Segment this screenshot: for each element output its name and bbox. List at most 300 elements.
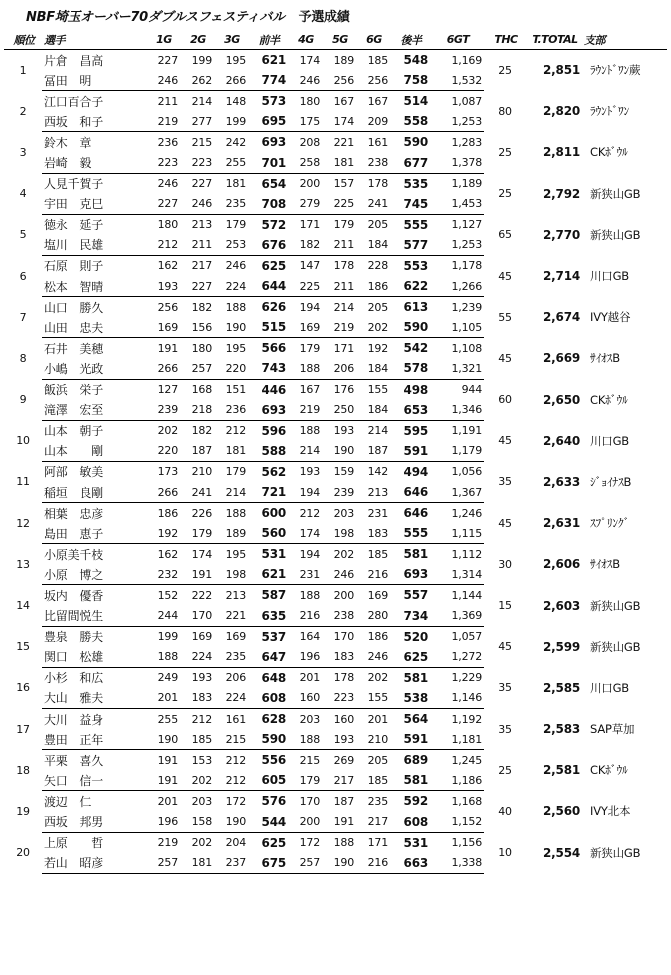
- second-half-total: 581: [390, 770, 430, 791]
- game-score-g5: 183: [322, 647, 356, 668]
- game-score-g5: 214: [333, 300, 354, 314]
- game-score-g4: 257: [288, 853, 322, 874]
- team-club: SAP草加: [590, 722, 635, 737]
- game-score-g1: 162: [157, 259, 178, 273]
- player-row: [4, 255, 667, 276]
- team-club: ｽﾌﾟﾘﾝｸﾞ: [590, 516, 630, 531]
- game-score-g1: 201: [146, 688, 180, 709]
- game-score-g1: 227: [146, 194, 180, 215]
- game-score-g4: 200: [299, 177, 320, 191]
- six-game-total: 1,152: [430, 811, 484, 832]
- game-score-g5: 159: [333, 465, 354, 479]
- team-total: 2,770: [543, 227, 580, 242]
- team-group: [4, 91, 667, 132]
- game-score-g4: 164: [299, 630, 320, 644]
- game-score-g4: 174: [299, 53, 320, 67]
- game-score-g6: 216: [356, 853, 390, 874]
- game-score-g4: 160: [288, 688, 322, 709]
- player-row: [4, 544, 667, 565]
- team-rank: 1: [19, 63, 27, 77]
- game-score-g3: 224: [214, 276, 248, 297]
- six-game-total: 1,112: [451, 547, 482, 561]
- first-half-total: 628: [261, 712, 286, 727]
- second-half-total: 734: [390, 606, 430, 627]
- game-score-g1: 127: [157, 383, 178, 397]
- game-score-g1: 246: [157, 177, 178, 191]
- first-half-total: 544: [248, 811, 288, 832]
- game-score-g4: 188: [299, 588, 320, 602]
- game-score-g1: 257: [146, 853, 180, 874]
- six-game-total: 1,239: [451, 300, 482, 314]
- first-half-total: 572: [261, 217, 286, 232]
- game-score-g5: 250: [322, 400, 356, 421]
- game-score-g3: 195: [225, 547, 246, 561]
- second-half-total: 578: [390, 358, 430, 379]
- game-score-g3: 179: [225, 218, 246, 232]
- six-game-total: 1,144: [451, 588, 482, 602]
- team-total: 2,820: [543, 104, 580, 119]
- first-half-total: 701: [248, 152, 288, 173]
- team-group: [4, 544, 667, 585]
- second-half-total: 581: [403, 547, 428, 562]
- second-half-total: 592: [403, 794, 428, 809]
- game-score-g2: 213: [191, 218, 212, 232]
- team-group: [4, 503, 667, 544]
- game-score-g5: 239: [322, 482, 356, 503]
- header-t-total: T.TOTAL: [526, 30, 582, 50]
- first-half-total: 708: [248, 194, 288, 215]
- six-game-total: 1,146: [430, 688, 484, 709]
- game-score-g5: 203: [333, 506, 354, 520]
- game-score-g1: 152: [157, 588, 178, 602]
- game-score-g1: 219: [157, 836, 178, 850]
- game-score-g2: 168: [191, 383, 212, 397]
- second-half-total: 693: [390, 564, 430, 585]
- six-game-total: 1,189: [451, 177, 482, 191]
- first-half-total: 635: [248, 606, 288, 627]
- first-half-total: 600: [261, 506, 286, 521]
- second-half-total: 745: [390, 194, 430, 215]
- game-score-g6: 142: [367, 465, 388, 479]
- six-game-total: 1,378: [430, 152, 484, 173]
- player-name: 小嶋 光政: [42, 358, 146, 379]
- player-name: 石原 則子: [44, 259, 104, 274]
- second-half-total: 548: [403, 53, 428, 68]
- second-half-total: 577: [390, 235, 430, 256]
- team-handicap: 15: [498, 599, 512, 613]
- game-score-g4: 258: [288, 152, 322, 173]
- player-name: 滝澤 宏至: [42, 400, 146, 421]
- player-name: 岩崎 毅: [42, 152, 146, 173]
- game-score-g5: 160: [333, 712, 354, 726]
- six-game-total: 1,245: [451, 753, 482, 767]
- game-score-g5: 170: [333, 630, 354, 644]
- game-score-g5: 206: [322, 358, 356, 379]
- player-name: 山本 朝子: [44, 424, 104, 439]
- game-score-g1: 212: [146, 235, 180, 256]
- game-score-g4: 215: [299, 753, 320, 767]
- team-rank: 10: [16, 434, 30, 448]
- first-half-total: 566: [261, 341, 286, 356]
- game-score-g4: 175: [288, 111, 322, 132]
- team-handicap: 35: [498, 722, 512, 736]
- game-score-g5: 190: [322, 853, 356, 874]
- game-score-g4: 231: [288, 564, 322, 585]
- game-score-g4: 188: [288, 358, 322, 379]
- game-score-g4: 203: [299, 712, 320, 726]
- team-group: [4, 832, 667, 873]
- first-half-total: 743: [248, 358, 288, 379]
- game-score-g3: 181: [225, 177, 246, 191]
- player-row: [4, 585, 667, 606]
- game-score-g6: 161: [367, 135, 388, 149]
- player-name: 人見千賀子: [44, 177, 104, 192]
- game-score-g5: 238: [322, 606, 356, 627]
- game-score-g5: 211: [322, 235, 356, 256]
- game-score-g5: 181: [322, 152, 356, 173]
- team-handicap: 25: [498, 187, 512, 201]
- game-score-g1: 211: [157, 94, 178, 108]
- game-score-g6: 241: [356, 194, 390, 215]
- team-handicap: 55: [498, 310, 512, 324]
- second-half-total: 590: [390, 317, 430, 338]
- game-score-g2: 226: [191, 506, 212, 520]
- header-player: 選手: [42, 30, 146, 50]
- game-score-g4: 208: [299, 135, 320, 149]
- team-handicap: 45: [498, 516, 512, 530]
- game-score-g6: 192: [367, 341, 388, 355]
- game-score-g6: 205: [367, 218, 388, 232]
- game-score-g5: 202: [333, 547, 354, 561]
- game-score-g1: 191: [146, 770, 180, 791]
- game-score-g4: 170: [299, 794, 320, 808]
- team-club: 新狭山GB: [590, 598, 641, 613]
- game-score-g2: 156: [180, 317, 214, 338]
- header-g2: 2G: [180, 30, 214, 50]
- first-half-total: 695: [248, 111, 288, 132]
- game-score-g1: 186: [157, 506, 178, 520]
- game-score-g6: 184: [356, 235, 390, 256]
- six-game-total: 1,181: [430, 729, 484, 750]
- game-score-g1: 227: [157, 53, 178, 67]
- six-game-total: 1,178: [451, 259, 482, 273]
- player-name: 塩川 民雄: [42, 235, 146, 256]
- team-club: 新狭山GB: [590, 845, 641, 860]
- game-score-g6: 183: [356, 523, 390, 544]
- game-score-g4: 172: [299, 836, 320, 850]
- second-half-total: 608: [390, 811, 430, 832]
- game-score-g6: 186: [367, 630, 388, 644]
- game-score-g6: 205: [367, 300, 388, 314]
- team-rank: 5: [19, 228, 27, 242]
- player-row: [4, 626, 667, 647]
- team-group: [4, 750, 667, 791]
- first-half-total: 774: [248, 70, 288, 91]
- game-score-g2: 199: [191, 53, 212, 67]
- game-score-g2: 182: [191, 300, 212, 314]
- header-g6: 6G: [356, 30, 390, 50]
- player-name: 渡辺 仁: [44, 794, 92, 809]
- header-row: [4, 30, 667, 50]
- first-half-total: 675: [248, 853, 288, 874]
- game-score-g4: 147: [299, 259, 320, 273]
- team-handicap: 25: [498, 763, 512, 777]
- team-total: 2,606: [543, 557, 580, 572]
- team-total: 2,650: [543, 392, 580, 407]
- game-score-g2: 182: [191, 424, 212, 438]
- page-title: [26, 6, 349, 25]
- first-half-total: 608: [248, 688, 288, 709]
- second-half-total: 531: [403, 835, 428, 850]
- team-group: [4, 173, 667, 214]
- first-half-total: 654: [261, 176, 286, 191]
- game-score-g5: 246: [322, 564, 356, 585]
- game-score-g1: 180: [157, 218, 178, 232]
- player-row: [4, 503, 667, 524]
- team-rank: 7: [19, 310, 27, 324]
- game-score-g1: 190: [146, 729, 180, 750]
- game-score-g6: 217: [356, 811, 390, 832]
- second-half-total: 535: [403, 176, 428, 191]
- game-score-g4: 194: [299, 300, 320, 314]
- team-total: 2,633: [543, 474, 580, 489]
- game-score-g4: 171: [299, 218, 320, 232]
- game-score-g1: 202: [157, 424, 178, 438]
- team-club: ﾗｳﾝﾄﾞﾜﾝ蕨: [590, 63, 641, 78]
- team-handicap: 35: [498, 681, 512, 695]
- player-name: 江口百合子: [44, 94, 104, 109]
- game-score-g6: 209: [356, 111, 390, 132]
- game-score-g6: 155: [367, 383, 388, 397]
- first-half-total: 537: [261, 629, 286, 644]
- game-score-g3: 181: [214, 441, 248, 462]
- team-club: ｼﾞｮｲﾅｽB: [590, 474, 632, 489]
- first-half-total: 605: [248, 770, 288, 791]
- game-score-g2: 227: [180, 276, 214, 297]
- player-name: 大山 雅夫: [42, 688, 146, 709]
- title-sub: 予選成績: [298, 10, 350, 25]
- game-score-g6: 169: [367, 588, 388, 602]
- game-score-g6: 213: [356, 482, 390, 503]
- game-score-g6: 171: [367, 836, 388, 850]
- player-name: 大川 益身: [44, 712, 104, 727]
- game-score-g3: 190: [214, 811, 248, 832]
- second-half-total: 613: [403, 300, 428, 315]
- game-score-g4: 169: [288, 317, 322, 338]
- game-score-g2: 217: [191, 259, 212, 273]
- team-group: [4, 338, 667, 379]
- player-name: 比留間悦生: [42, 606, 146, 627]
- team-handicap: 35: [498, 475, 512, 489]
- team-club: CKﾎﾞｳﾙ: [590, 763, 628, 778]
- game-score-g1: 246: [146, 70, 180, 91]
- team-group: [4, 626, 667, 667]
- results-table: [4, 30, 667, 874]
- team-rank: 8: [19, 351, 27, 365]
- game-score-g5: 198: [322, 523, 356, 544]
- game-score-g2: 277: [180, 111, 214, 132]
- six-game-total: 1,253: [430, 111, 484, 132]
- game-score-g3: 199: [214, 111, 248, 132]
- second-half-total: 498: [403, 382, 428, 397]
- game-score-g5: 256: [322, 70, 356, 91]
- game-score-g5: 179: [333, 218, 354, 232]
- player-name: 山本 剛: [42, 441, 146, 462]
- game-score-g3: 161: [225, 712, 246, 726]
- game-score-g6: 185: [356, 770, 390, 791]
- game-score-g6: 185: [367, 547, 388, 561]
- game-score-g5: 225: [322, 194, 356, 215]
- first-half-total: 590: [248, 729, 288, 750]
- second-half-total: 558: [390, 111, 430, 132]
- game-score-g2: 170: [180, 606, 214, 627]
- team-total: 2,640: [543, 433, 580, 448]
- game-score-g2: 202: [180, 770, 214, 791]
- game-score-g2: 183: [180, 688, 214, 709]
- game-score-g4: 212: [299, 506, 320, 520]
- team-total: 2,603: [543, 598, 580, 613]
- header-club: 支部: [582, 30, 667, 50]
- team-total: 2,714: [543, 269, 580, 284]
- game-score-g6: 178: [367, 177, 388, 191]
- six-game-total: 1,272: [430, 647, 484, 668]
- game-score-g6: 202: [367, 671, 388, 685]
- six-game-total: 1,115: [430, 523, 484, 544]
- game-score-g6: 184: [356, 400, 390, 421]
- game-score-g5: 269: [333, 753, 354, 767]
- game-score-g4: 167: [299, 383, 320, 397]
- game-score-g4: 225: [288, 276, 322, 297]
- game-score-g2: 185: [180, 729, 214, 750]
- team-handicap: 25: [498, 63, 512, 77]
- six-game-total: 1,186: [430, 770, 484, 791]
- first-half-total: 625: [261, 258, 286, 273]
- game-score-g4: 188: [299, 424, 320, 438]
- game-score-g6: 216: [356, 564, 390, 585]
- game-score-g6: 228: [367, 259, 388, 273]
- game-score-g4: 188: [288, 729, 322, 750]
- game-score-g6: 202: [356, 317, 390, 338]
- player-row: [4, 667, 667, 688]
- game-score-g2: 158: [180, 811, 214, 832]
- header-g1: 1G: [146, 30, 180, 50]
- game-score-g3: 198: [214, 564, 248, 585]
- game-score-g1: 219: [146, 111, 180, 132]
- game-score-g6: 205: [367, 753, 388, 767]
- game-score-g3: 188: [225, 506, 246, 520]
- six-game-total: 1,253: [430, 235, 484, 256]
- player-name: 稲垣 良剛: [42, 482, 146, 503]
- game-score-g4: 200: [288, 811, 322, 832]
- game-score-g5: 178: [333, 259, 354, 273]
- second-half-total: 646: [390, 482, 430, 503]
- game-score-g5: 178: [333, 671, 354, 685]
- first-half-total: 621: [261, 53, 286, 68]
- game-score-g2: 211: [180, 235, 214, 256]
- game-score-g3: 235: [214, 194, 248, 215]
- game-score-g6: 235: [367, 794, 388, 808]
- second-half-total: 758: [390, 70, 430, 91]
- team-total: 2,560: [543, 804, 580, 819]
- game-score-g3: 266: [214, 70, 248, 91]
- player-row: [4, 297, 667, 318]
- team-handicap: 45: [498, 351, 512, 365]
- six-game-total: 1,367: [430, 482, 484, 503]
- second-half-total: 591: [390, 441, 430, 462]
- six-game-total: 944: [461, 383, 482, 397]
- player-name: 石井 美穂: [44, 341, 104, 356]
- team-handicap: 10: [498, 846, 512, 860]
- game-score-g6: 214: [367, 424, 388, 438]
- game-score-g3: 206: [225, 671, 246, 685]
- first-half-total: 587: [261, 588, 286, 603]
- team-rank: 15: [16, 640, 30, 654]
- game-score-g3: 255: [214, 152, 248, 173]
- second-half-total: 494: [403, 464, 428, 479]
- first-half-total: 446: [261, 382, 286, 397]
- team-total: 2,554: [543, 845, 580, 860]
- game-score-g3: 224: [214, 688, 248, 709]
- player-row: [4, 461, 667, 482]
- header-thc: THC: [484, 30, 526, 50]
- game-score-g2: 224: [180, 647, 214, 668]
- six-game-total: 1,283: [451, 135, 482, 149]
- player-name: 上原 哲: [44, 836, 104, 851]
- game-score-g1: 266: [146, 482, 180, 503]
- player-row: [4, 832, 667, 853]
- game-score-g5: 171: [333, 341, 354, 355]
- first-half-total: 625: [261, 835, 286, 850]
- game-score-g1: 220: [146, 441, 180, 462]
- game-score-g4: 179: [288, 770, 322, 791]
- game-score-g2: 174: [191, 547, 212, 561]
- team-group: [4, 379, 667, 420]
- second-half-total: 514: [403, 94, 428, 109]
- game-score-g6: 155: [356, 688, 390, 709]
- player-name: 関口 松雄: [42, 647, 146, 668]
- game-score-g3: 212: [214, 770, 248, 791]
- game-score-g3: 212: [225, 424, 246, 438]
- game-score-g5: 211: [322, 276, 356, 297]
- six-game-total: 1,087: [451, 94, 482, 108]
- header-g4: 4G: [288, 30, 322, 50]
- team-handicap: 65: [498, 228, 512, 242]
- second-half-total: 590: [403, 135, 428, 150]
- game-score-g3: 169: [225, 630, 246, 644]
- second-half-total: 553: [403, 258, 428, 273]
- second-half-total: 520: [403, 629, 428, 644]
- game-score-g2: 187: [180, 441, 214, 462]
- team-handicap: 40: [498, 804, 512, 818]
- team-rank: 9: [19, 393, 27, 407]
- game-score-g6: 238: [356, 152, 390, 173]
- game-score-g1: 223: [146, 152, 180, 173]
- team-rank: 17: [16, 722, 30, 736]
- player-name: 豊泉 勝夫: [44, 630, 104, 645]
- header-g5: 5G: [322, 30, 356, 50]
- game-score-g5: 190: [322, 441, 356, 462]
- game-score-g5: 189: [333, 53, 354, 67]
- game-score-g2: 191: [180, 564, 214, 585]
- team-rank: 3: [19, 145, 27, 159]
- game-score-g3: 213: [225, 588, 246, 602]
- player-name: 小杉 和広: [44, 671, 104, 686]
- header-second-half: 後半: [390, 30, 430, 50]
- game-score-g1: 196: [146, 811, 180, 832]
- six-game-total: 1,321: [430, 358, 484, 379]
- header-first-half: 前半: [248, 30, 288, 50]
- player-name: 西坂 和子: [42, 111, 146, 132]
